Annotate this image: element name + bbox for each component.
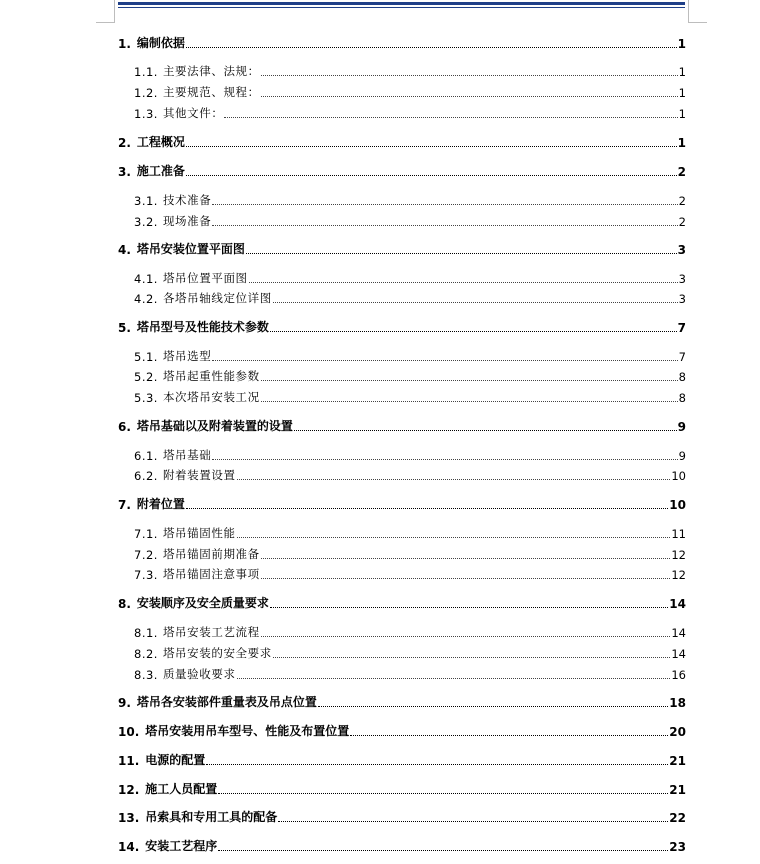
toc-entry-title: 塔吊选型 — [162, 349, 212, 363]
toc-entry-page-number: 3 — [677, 243, 686, 257]
toc-entry-title: 塔吊锚固性能 — [162, 526, 236, 540]
toc-entry-number: 9. — [118, 696, 131, 710]
toc-entry-page-number: 16 — [671, 668, 686, 682]
toc-dot-leader — [186, 146, 677, 147]
toc-entry-page-number: 12 — [671, 568, 686, 582]
toc-entry-title: 技术准备 — [162, 193, 212, 207]
toc-entry-number: 13. — [118, 811, 140, 825]
toc-dot-leader — [218, 793, 668, 794]
toc-dot-leader — [186, 175, 677, 176]
toc-entry[interactable] — [118, 694, 686, 710]
toc-entry-title: 附着装置设置 — [162, 468, 236, 482]
toc-entry-page-number: 22 — [669, 811, 686, 825]
header-rule — [118, 2, 685, 8]
toc-dot-leader — [261, 75, 678, 76]
toc-entry[interactable] — [118, 418, 686, 434]
toc-dot-leader — [350, 735, 668, 736]
toc-entry-title: 塔吊起重性能参数 — [162, 369, 260, 383]
toc-entry-number: 1.1. — [134, 65, 158, 79]
toc-entry-page-number: 21 — [669, 783, 686, 797]
toc-entry-page-number: 1 — [677, 136, 686, 150]
toc-entry-page-number: 12 — [671, 548, 686, 562]
toc-entry-page-number: 7 — [677, 321, 686, 335]
toc-entry-number: 8.1. — [134, 626, 158, 640]
toc-dot-leader — [212, 360, 677, 361]
toc-entry-number: 3.2. — [134, 215, 158, 229]
toc-entry-page-number: 14 — [669, 597, 686, 611]
toc-entry-title: 吊索具和专用工具的配备 — [145, 810, 278, 824]
toc-entry[interactable] — [118, 134, 686, 150]
toc-dot-leader — [212, 204, 677, 205]
toc-entry-page-number: 7 — [678, 350, 686, 364]
toc-entry-number: 8. — [118, 597, 131, 611]
toc-entry-title: 塔吊各安装部件重量表及吊点位置 — [136, 695, 317, 709]
toc-entry-number: 7.3. — [134, 568, 158, 582]
toc-entry-number: 14. — [118, 840, 140, 854]
toc-entry[interactable] — [118, 447, 686, 463]
toc-entry[interactable] — [118, 192, 686, 208]
toc-entry-page-number: 18 — [669, 696, 686, 710]
toc-entry-number: 3. — [118, 165, 131, 179]
toc-entry-title: 塔吊安装工艺流程 — [162, 625, 260, 639]
toc-entry-title: 塔吊位置平面图 — [162, 271, 248, 285]
toc-entry-page-number: 2 — [678, 215, 686, 229]
header-rule-thick — [118, 2, 685, 5]
toc-dot-leader — [261, 558, 671, 559]
toc-entry-number: 11. — [118, 754, 140, 768]
toc-entry[interactable] — [118, 35, 686, 51]
toc-entry-title: 安装顺序及安全质量要求 — [136, 596, 269, 610]
toc-dot-leader — [261, 96, 678, 97]
toc-entry[interactable] — [118, 63, 686, 79]
page-corner-mark-left — [96, 0, 115, 23]
toc-dot-leader — [261, 578, 671, 579]
toc-dot-leader — [224, 117, 677, 118]
toc-entry[interactable] — [118, 752, 686, 768]
toc-dot-leader — [249, 282, 678, 283]
toc-entry-title: 塔吊安装用吊车型号、性能及布置位置 — [145, 724, 350, 738]
toc-entry[interactable] — [118, 389, 686, 405]
toc-entry-page-number: 10 — [669, 498, 686, 512]
toc-dot-leader — [261, 380, 678, 381]
toc-entry[interactable] — [118, 467, 686, 483]
toc-entry-number: 2. — [118, 136, 131, 150]
toc-entry-number: 4.1. — [134, 272, 158, 286]
toc-dot-leader — [206, 764, 668, 765]
toc-entry-number: 1.2. — [134, 86, 158, 100]
toc-entry-number: 7. — [118, 498, 131, 512]
toc-entry-page-number: 2 — [678, 194, 686, 208]
toc-entry[interactable] — [118, 105, 686, 121]
toc-entry[interactable] — [118, 290, 686, 306]
toc-entry[interactable] — [118, 496, 686, 512]
toc-entry-title: 主要规范、规程： — [162, 85, 260, 99]
toc-entry-title: 其他文件： — [162, 106, 224, 120]
toc-entry-number: 5.2. — [134, 370, 158, 384]
toc-entry-title: 质量验收要求 — [162, 667, 236, 681]
toc-entry-number: 4.2. — [134, 292, 158, 306]
toc-entry[interactable] — [118, 624, 686, 640]
toc-dot-leader — [278, 821, 668, 822]
toc-entry-number: 8.2. — [134, 647, 158, 661]
toc-entry-title: 塔吊基础 — [162, 448, 212, 462]
toc-dot-leader — [237, 678, 671, 679]
toc-entry-page-number: 8 — [678, 370, 686, 384]
toc-dot-leader — [246, 253, 677, 254]
toc-entry-title: 附着位置 — [136, 497, 185, 511]
toc-entry-title: 塔吊安装的安全要求 — [162, 646, 272, 660]
toc-entry[interactable] — [118, 348, 686, 364]
toc-entry-number: 1.3. — [134, 107, 158, 121]
toc-entry[interactable] — [118, 566, 686, 582]
toc-dot-leader — [261, 636, 671, 637]
toc-entry-title: 编制依据 — [136, 36, 185, 50]
toc-entry-number: 5.1. — [134, 350, 158, 364]
toc-entry-number: 6.2. — [134, 469, 158, 483]
toc-entry-page-number: 3 — [678, 292, 686, 306]
toc-entry-title: 塔吊基础以及附着装置的设置 — [136, 419, 293, 433]
toc-dot-leader — [261, 401, 678, 402]
toc-entry-number: 7.2. — [134, 548, 158, 562]
toc-dot-leader — [186, 47, 677, 48]
toc-dot-leader — [237, 537, 671, 538]
toc-entry-page-number: 1 — [677, 37, 686, 51]
toc-entry-title: 塔吊锚固前期准备 — [162, 547, 260, 561]
header-rule-thin — [118, 7, 685, 8]
toc-entry-title: 各塔吊轴线定位详图 — [162, 291, 272, 305]
toc-entry-number: 1. — [118, 37, 131, 51]
toc-dot-leader — [273, 302, 678, 303]
toc-entry[interactable] — [118, 595, 686, 611]
toc-dot-leader — [186, 508, 668, 509]
toc-entry[interactable] — [118, 163, 686, 179]
toc-entry-number: 6. — [118, 420, 131, 434]
toc-dot-leader — [237, 479, 671, 480]
toc-entry[interactable] — [118, 781, 686, 797]
toc-entry-title: 塔吊锚固注意事项 — [162, 567, 260, 581]
toc-entry[interactable] — [118, 241, 686, 257]
toc-entry[interactable] — [118, 368, 686, 384]
toc-entry-number: 10. — [118, 725, 140, 739]
toc-entry-page-number: 1 — [678, 65, 686, 79]
toc-dot-leader — [270, 607, 668, 608]
toc-entry[interactable] — [118, 666, 686, 682]
toc-entry[interactable] — [118, 645, 686, 661]
toc-entry-number: 12. — [118, 783, 140, 797]
toc-entry-title: 施工准备 — [136, 164, 185, 178]
toc-entry-page-number: 2 — [677, 165, 686, 179]
toc-entry[interactable] — [118, 270, 686, 286]
toc-entry[interactable] — [118, 546, 686, 562]
toc-entry-page-number: 1 — [678, 86, 686, 100]
page-corner-mark-right — [688, 0, 707, 23]
toc-entry-title: 现场准备 — [162, 214, 212, 228]
toc-entry-page-number: 14 — [671, 626, 686, 640]
toc-entry-number: 4. — [118, 243, 131, 257]
toc-entry-page-number: 14 — [671, 647, 686, 661]
toc-entry-title: 工程概况 — [136, 135, 185, 149]
toc-entry[interactable] — [118, 723, 686, 739]
toc-dot-leader — [270, 331, 677, 332]
toc-dot-leader — [318, 706, 668, 707]
toc-entry-page-number: 21 — [669, 754, 686, 768]
toc-dot-leader — [218, 850, 668, 851]
toc-entry-page-number: 9 — [678, 449, 686, 463]
toc-entry[interactable] — [118, 525, 686, 541]
toc-entry-number: 5. — [118, 321, 131, 335]
toc-entry[interactable] — [118, 84, 686, 100]
toc-entry[interactable] — [118, 319, 686, 335]
toc-entry-page-number: 23 — [669, 840, 686, 854]
toc-entry-page-number: 8 — [678, 391, 686, 405]
toc-entry-title: 塔吊型号及性能技术参数 — [136, 320, 269, 334]
toc-entry-number: 3.1. — [134, 194, 158, 208]
toc-entry-number: 7.1. — [134, 527, 158, 541]
toc-entry[interactable] — [118, 838, 686, 854]
toc-entry-page-number: 10 — [671, 469, 686, 483]
toc-dot-leader — [212, 459, 677, 460]
toc-entry-page-number: 11 — [671, 527, 686, 541]
toc-entry-page-number: 9 — [677, 420, 686, 434]
toc-entry-title: 安装工艺程序 — [145, 839, 218, 853]
toc-entry-page-number: 3 — [678, 272, 686, 286]
toc-entry-number: 8.3. — [134, 668, 158, 682]
toc-entry-title: 主要法律、法规： — [162, 64, 260, 78]
toc-entry-page-number: 1 — [678, 107, 686, 121]
toc-entry-number: 6.1. — [134, 449, 158, 463]
toc-entry[interactable] — [118, 809, 686, 825]
toc-entry-title: 施工人员配置 — [145, 782, 218, 796]
toc-entry-page-number: 20 — [669, 725, 686, 739]
toc-dot-leader — [212, 225, 677, 226]
toc-entry-title: 本次塔吊安装工况 — [162, 390, 260, 404]
toc-entry-title: 电源的配置 — [145, 753, 206, 767]
toc-dot-leader — [294, 430, 677, 431]
toc-dot-leader — [273, 657, 671, 658]
toc-entry-title: 塔吊安装位置平面图 — [136, 242, 245, 256]
toc-entry[interactable] — [118, 213, 686, 229]
toc-entry-number: 5.3. — [134, 391, 158, 405]
